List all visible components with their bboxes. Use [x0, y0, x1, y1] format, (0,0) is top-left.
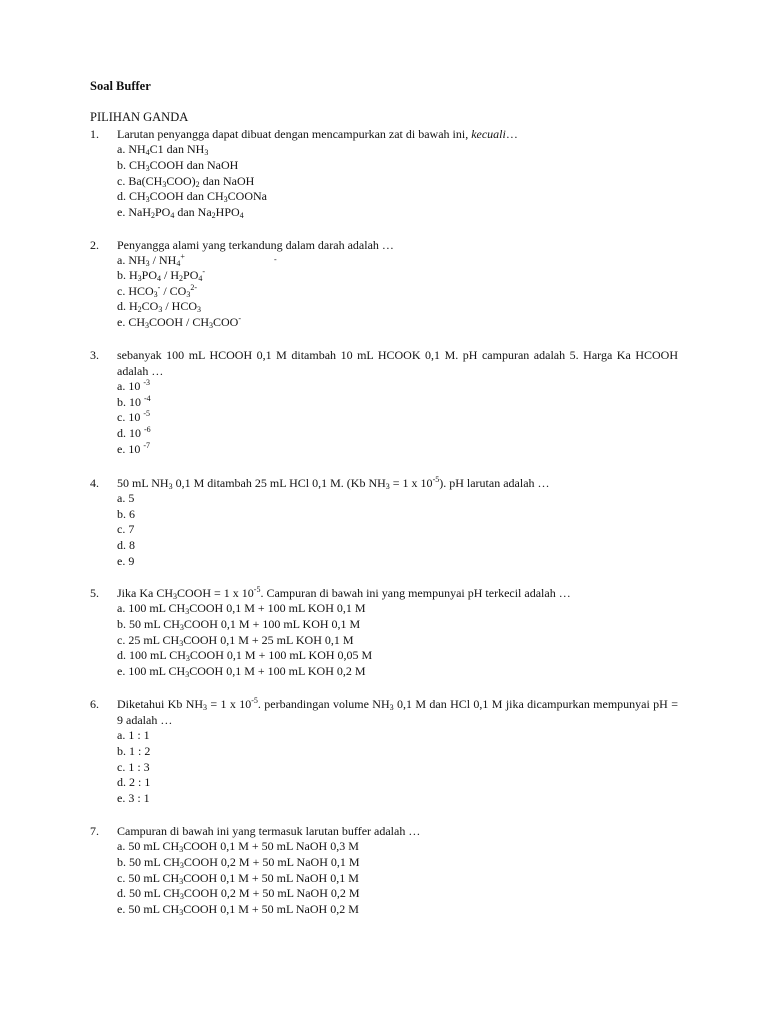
option-c: c. 7 [117, 522, 135, 537]
question-text: Penyangga alami yang terkandung dalam darah adalah … [117, 238, 394, 252]
option-list [117, 728, 678, 807]
option-list [117, 839, 678, 918]
option-c: c. $HCO_3^- / CO_3^{2-}$ [117, 282, 198, 299]
question-2 [90, 237, 678, 330]
option-a: a. 100 mL $CH_3COOH$ 0,1 M + 100 mL KOH 0,1 M [117, 601, 366, 616]
option-a: a. 5 [117, 491, 135, 505]
question-text: Jika Ka $CH_3COOH = 1$ x $10^{-5}$. Campuran di bawah ini yang mempunyai pH terkecil adalah … [117, 585, 571, 601]
option-a: a. $NH_3 / NH_4^+$ [117, 252, 185, 268]
document-title: Soal Buffer [90, 79, 151, 93]
question-1 [90, 126, 678, 221]
question-text: Diketahui Kb $NH_3 = 1$ x $10^{-5}$. perbandingan volume $NH_3$ 0,1 M dan HCl 0,1 M jika dicampurkan mempunyai pH = 9 adalah … [117, 696, 678, 727]
option-e: e. 3 : 1 [117, 791, 150, 806]
question-number: 3. [90, 348, 99, 362]
option-d: d. 2 : 1 [117, 775, 151, 790]
option-b: b. $CH_3COOH$ dan NaOH [117, 157, 239, 173]
question-4 [90, 475, 678, 570]
option-d: d. $CH_3COOH$ dan $CH_3COONa$ [117, 189, 267, 205]
option-c: c. 10 $^{-5}$ [117, 409, 150, 425]
option-c: c. $Ba(CH_3COO)_2$ dan NaOH [117, 173, 255, 189]
option-d: d. $H_2CO_3 / HCO_3$ [117, 299, 202, 315]
question-text: sebanyak 100 mL HCOOH 0,1 M ditambah 10 mL HCOOK 0,1 M. pH campuran adalah 5. Harga Ka HCOOH adalah … [117, 348, 678, 378]
option-b: b. $H_3PO_4 / H_2PO_4^-$ [117, 267, 206, 284]
option-e: e. $CH_3COOH / CH_3COO^-$ [117, 313, 242, 330]
question-3 [90, 347, 678, 458]
option-e: e. 50 mL $CH_3COOH$ 0,1 M + 50 mL NaOH 0,2 M [117, 902, 359, 918]
question-text: Larutan penyangga dapat dibuat dengan mencampurkan zat di bawah ini, kecuali… [117, 127, 518, 141]
option-list [117, 253, 678, 330]
option-d: d. 8 [117, 538, 135, 553]
option-c: c. 50 mL $CH_3COOH$ 0,1 M + 50 mL NaOH 0,1 M [117, 870, 359, 886]
stray-mark: - [274, 255, 277, 264]
option-list [117, 379, 678, 458]
question-text: Campuran di bawah ini yang termasuk larutan buffer adalah … [117, 824, 421, 838]
option-e: e. $NaH_2PO_4$ dan $Na_2HPO_4$ [117, 205, 244, 221]
option-d: d. 50 mL $CH_3COOH$ 0,2 M + 50 mL NaOH 0,2 M [117, 886, 360, 902]
option-b: b. 1 : 2 [117, 743, 151, 758]
option-list [117, 491, 678, 570]
option-b: b. 50 mL $CH_3COOH$ 0,2 M + 50 mL NaOH 0,1 M [117, 854, 360, 870]
option-e: e. 9 [117, 553, 135, 568]
question-number: 2. [90, 238, 99, 252]
option-d: d. 100 mL $CH_3COOH$ 0,1 M + 100 mL KOH 0,05 M [117, 648, 373, 664]
option-list [117, 142, 678, 221]
option-b: b. 6 [117, 506, 135, 521]
option-e: e. 100 mL $CH_3COOH$ 0,1 M + 100 mL KOH 0,2 M [117, 664, 366, 680]
option-d: d. 10 $^{-6}$ [117, 425, 151, 441]
question-7 [90, 823, 678, 918]
option-a: a. 10 $^{-3}$ [117, 378, 150, 393]
question-6 [90, 696, 678, 807]
option-c: c. 1 : 3 [117, 759, 150, 774]
option-a: a. 50 mL $CH_3COOH$ 0,1 M + 50 mL NaOH 0,3 M [117, 839, 359, 854]
option-e: e. 10 $^{-7}$ [117, 440, 150, 456]
option-list [117, 601, 678, 680]
option-a: a. 1 : 1 [117, 728, 150, 742]
question-number: 5. [90, 586, 99, 600]
question-number: 6. [90, 697, 99, 711]
section-heading: PILIHAN GANDA [90, 110, 189, 124]
option-c: c. 25 mL $CH_3COOH$ 0,1 M + 25 mL KOH 0,1 M [117, 632, 354, 648]
option-a: a. $NH_4C1$ dan $NH_3$ [117, 142, 209, 157]
question-5 [90, 585, 678, 680]
question-text: 50 mL $NH_3$ 0,1 M ditambah 25 mL HCl 0,1 M. (Kb $NH_3 = 1$ x $10^{-5}$). pH larutan adalah … [117, 475, 550, 491]
question-number: 7. [90, 824, 99, 838]
question-number: 4. [90, 476, 99, 490]
option-b: b. 10 $^{-4}$ [117, 393, 151, 409]
question-number: 1. [90, 127, 99, 141]
option-b: b. 50 mL $CH_3COOH$ 0,1 M + 100 mL KOH 0,1 M [117, 616, 361, 632]
